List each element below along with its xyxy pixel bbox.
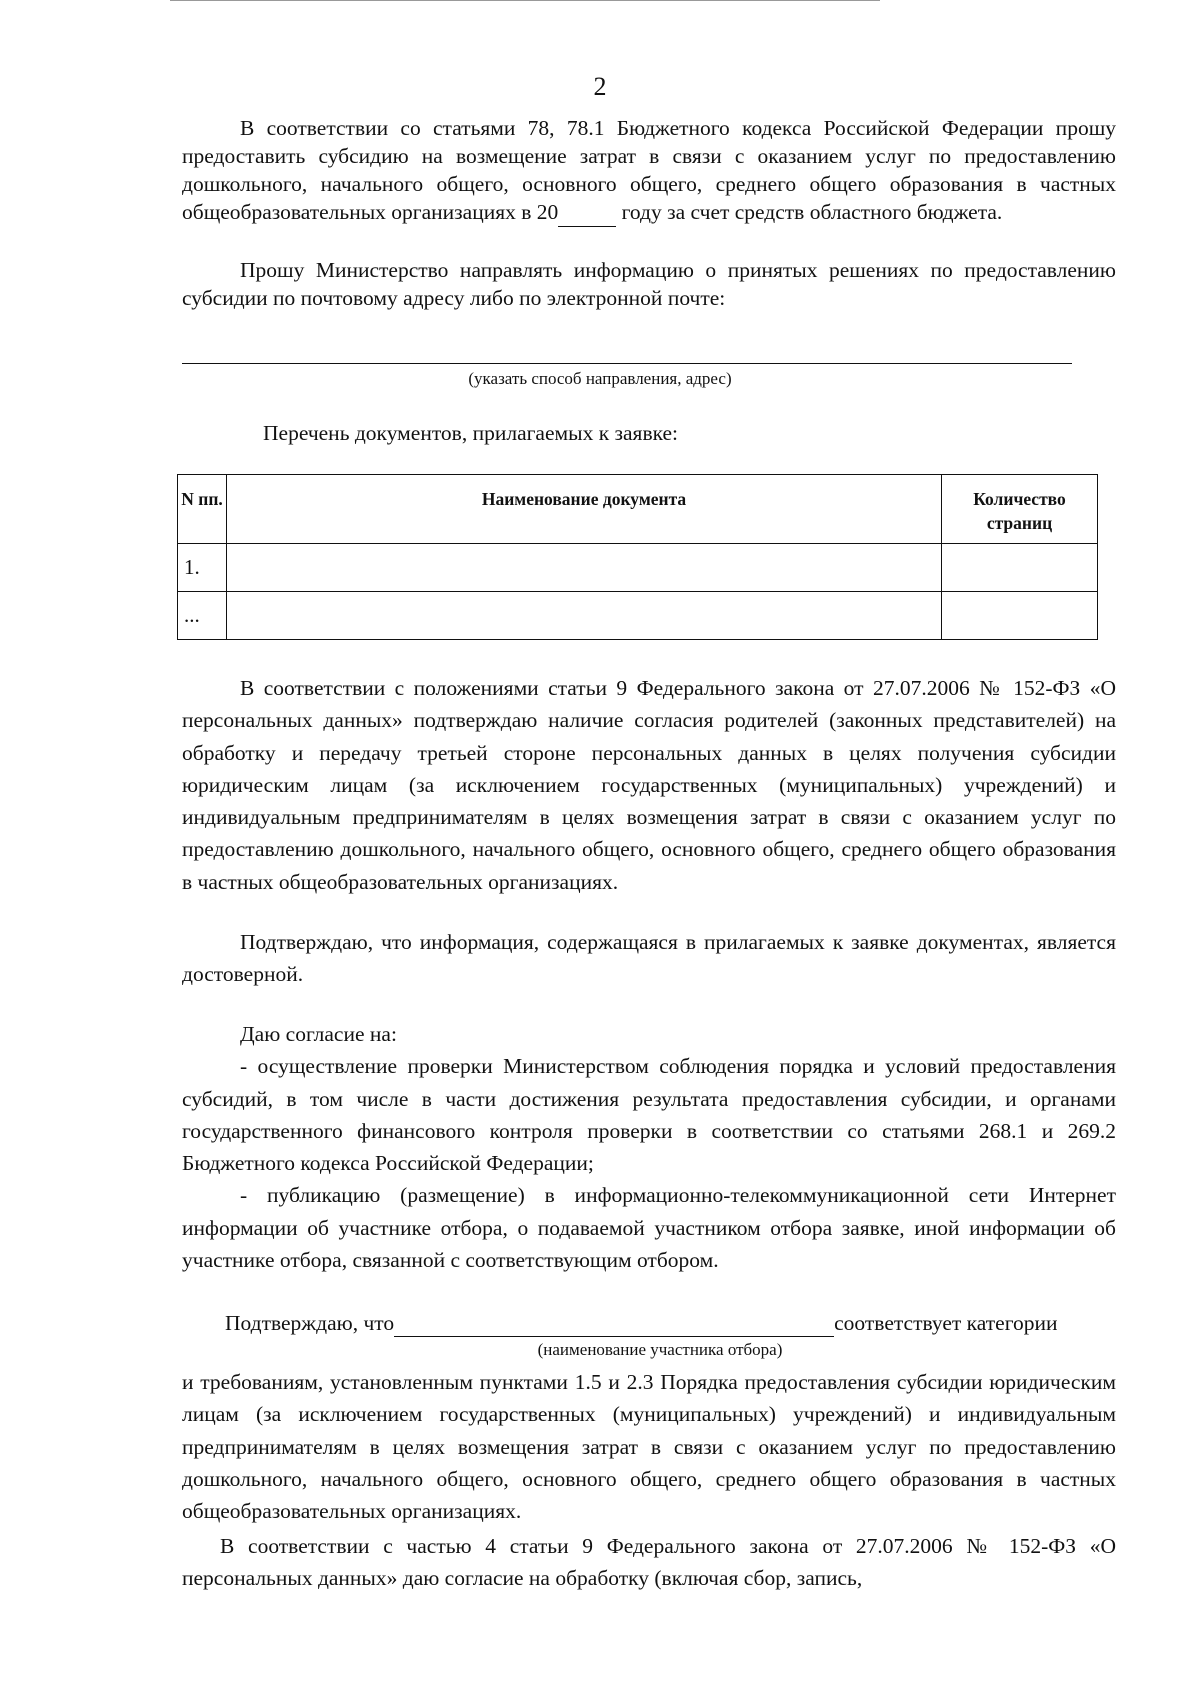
- reliability-paragraph: [182, 926, 1116, 991]
- row-document-name[interactable]: [227, 544, 942, 592]
- requirements-paragraph: [182, 1366, 1116, 1527]
- row-page-count[interactable]: [942, 544, 1098, 592]
- year-prefix: 20: [536, 200, 559, 224]
- consent-processing-text: В соответствии с частью 4 статьи 9 Федерального закона от 27.07.2006 № 152-ФЗ «О персональных данных» даю согласие на обработку (включая сбор, запись,: [182, 1534, 1116, 1591]
- row-page-count[interactable]: [942, 592, 1098, 640]
- table-header-row: [178, 475, 1098, 544]
- documents-table: [177, 474, 1098, 640]
- row-number: ...: [178, 592, 227, 640]
- docs-heading: Перечень документов, прилагаемых к заявке:: [263, 421, 679, 445]
- header-page-count: Количество страниц: [942, 475, 1098, 544]
- requirements-text: и требованиям, установленным пунктами 1.5 и 2.3 Порядка предоставления субсидии юридическим лицам (за исключением государственных (муниципальных) учреждений) и индивидуальным предпринимателям в целях возмещения затрат в связи с оказанием услуг по предоставлению дошкольного, начального общего, основного общего, среднего общего образования в частных общеобразовательных организациях.: [182, 1370, 1116, 1524]
- participant-name-line[interactable]: [394, 1311, 834, 1337]
- personal-data-paragraph: [182, 672, 1116, 898]
- header-number: N пп.: [178, 475, 227, 544]
- docs-heading-wrap: [263, 419, 963, 447]
- table-row: [178, 592, 1098, 640]
- row-number: 1.: [178, 544, 227, 592]
- consent-heading: Даю согласие на:: [240, 1022, 397, 1046]
- address-line: [182, 363, 1072, 364]
- confirm-suffix: соответствует категории: [834, 1311, 1058, 1335]
- row-document-name[interactable]: [227, 592, 942, 640]
- request-text-end: году за счет средств областного бюджета.: [621, 200, 1003, 224]
- notification-paragraph: [182, 256, 1116, 312]
- consent-item-inspection: - осуществление проверки Министерством соблюдения порядка и условий предоставления субсидий, в том числе в части достижения результата предоставления субсидии, и органами государственного финансового контроля проверки в соответствии со статьями 268.1 и 269.2 Бюджетного кодекса Российской Федерации;: [182, 1054, 1116, 1176]
- consent-item-publication: - публикацию (размещение) в информационно-телекоммуникационной сети Интернет информации об участнике отбора, о подаваемой участником отбора заявке, иной информации об участнике отбора, связанной с соответствующим отбором.: [182, 1183, 1116, 1273]
- header-document-name: Наименование документа: [227, 475, 942, 544]
- confirm-category-row: [225, 1311, 1058, 1337]
- notification-text: Прошу Министерство направлять информацию о принятых решениях по предоставлению субсидии по почтовому адресу либо по электронной почте:: [182, 258, 1116, 310]
- year-blank: [558, 198, 616, 227]
- participant-caption: (наименование участника отбора): [537, 1340, 783, 1359]
- table-row: [178, 544, 1098, 592]
- personal-data-text: В соответствии с положениями статьи 9 Федерального закона от 27.07.2006 № 152-ФЗ «О персональных данных» подтверждаю наличие согласия родителей (законных представителей) на обработку и передачу третьей стороне персональных данных в целях получения субсидии юридическим лицам (за исключением государственных (муниципальных) учреждений) и индивидуальным предпринимателям в целях возмещения затрат в связи с оказанием услуг по предоставлению дошкольного, начального общего, основного общего, среднего общего образования в частных общеобразовательных организациях.: [182, 676, 1116, 894]
- page-number: 2: [593, 72, 607, 101]
- consent-processing-paragraph: [182, 1530, 1116, 1595]
- request-text: В соответствии со статьями 78, 78.1 Бюджетного кодекса Российской Федерации прошу предоставить субсидию на возмещение затрат в связи с оказанием услуг по предоставлению дошкольного, начального общего, основного общего, среднего общего образования в частных общеобразовательных организациях в: [182, 116, 1116, 224]
- consent-section: [182, 1018, 1116, 1276]
- top-rule: [170, 0, 880, 1]
- confirm-prefix: Подтверждаю, что: [225, 1311, 395, 1335]
- address-caption: (указать способ направления, адрес): [468, 369, 732, 388]
- reliability-text: Подтверждаю, что информация, содержащаяся в прилагаемых к заявке документах, является достоверной.: [182, 930, 1116, 987]
- request-paragraph: [182, 114, 1116, 227]
